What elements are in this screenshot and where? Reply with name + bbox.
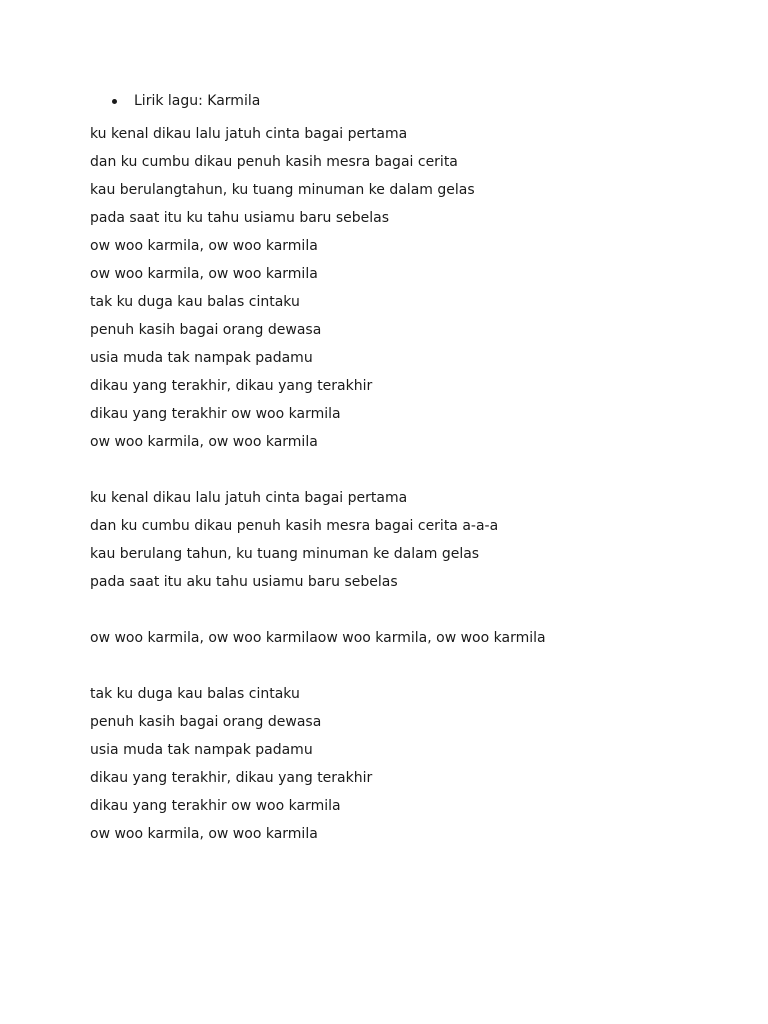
lyric-line: ow woo karmila, ow woo karmila xyxy=(90,266,318,282)
lyric-line: dan ku cumbu dikau penuh kasih mesra bagai cerita a-a-a xyxy=(90,518,499,534)
lyrics-body xyxy=(90,120,750,876)
lyric-line: usia muda tak nampak padamu xyxy=(90,742,313,758)
lyric-line: ow woo karmila, ow woo karmila xyxy=(90,238,318,254)
lyric-line: tak ku duga kau balas cintaku xyxy=(90,294,300,310)
lyric-line: kau berulangtahun, ku tuang minuman ke dalam gelas xyxy=(90,182,475,198)
lyric-line: usia muda tak nampak padamu xyxy=(90,350,313,366)
lyric-line: tak ku duga kau balas cintaku xyxy=(90,686,300,702)
bullet-icon xyxy=(112,99,117,104)
lyric-line: dikau yang terakhir ow woo karmila xyxy=(90,406,341,422)
lyric-line: kau berulang tahun, ku tuang minuman ke dalam gelas xyxy=(90,546,480,562)
lyric-line: dan ku cumbu dikau penuh kasih mesra bagai cerita xyxy=(90,154,458,170)
song-title: Lirik lagu: Karmila xyxy=(134,93,261,109)
bullet-list-item xyxy=(112,91,260,111)
lyric-line: pada saat itu ku tahu usiamu baru sebelas xyxy=(90,210,390,226)
stanza xyxy=(90,484,750,596)
lyric-line: ow woo karmila, ow woo karmilaow woo karmila, ow woo karmila xyxy=(90,630,546,646)
lyric-line: penuh kasih bagai orang dewasa xyxy=(90,322,322,338)
stanza xyxy=(90,120,750,456)
lyric-line: pada saat itu aku tahu usiamu baru sebelas xyxy=(90,574,398,590)
lyric-line: ow woo karmila, ow woo karmila xyxy=(90,826,318,842)
lyric-line: ow woo karmila, ow woo karmila xyxy=(90,434,318,450)
lyric-line: dikau yang terakhir, dikau yang terakhir xyxy=(90,378,373,394)
lyric-line: dikau yang terakhir ow woo karmila xyxy=(90,798,341,814)
stanza xyxy=(90,680,750,848)
lyric-line: penuh kasih bagai orang dewasa xyxy=(90,714,322,730)
lyric-line: ku kenal dikau lalu jatuh cinta bagai pertama xyxy=(90,490,408,506)
stanza xyxy=(90,624,750,652)
lyric-line: dikau yang terakhir, dikau yang terakhir xyxy=(90,770,373,786)
lyric-line: ku kenal dikau lalu jatuh cinta bagai pertama xyxy=(90,126,408,142)
